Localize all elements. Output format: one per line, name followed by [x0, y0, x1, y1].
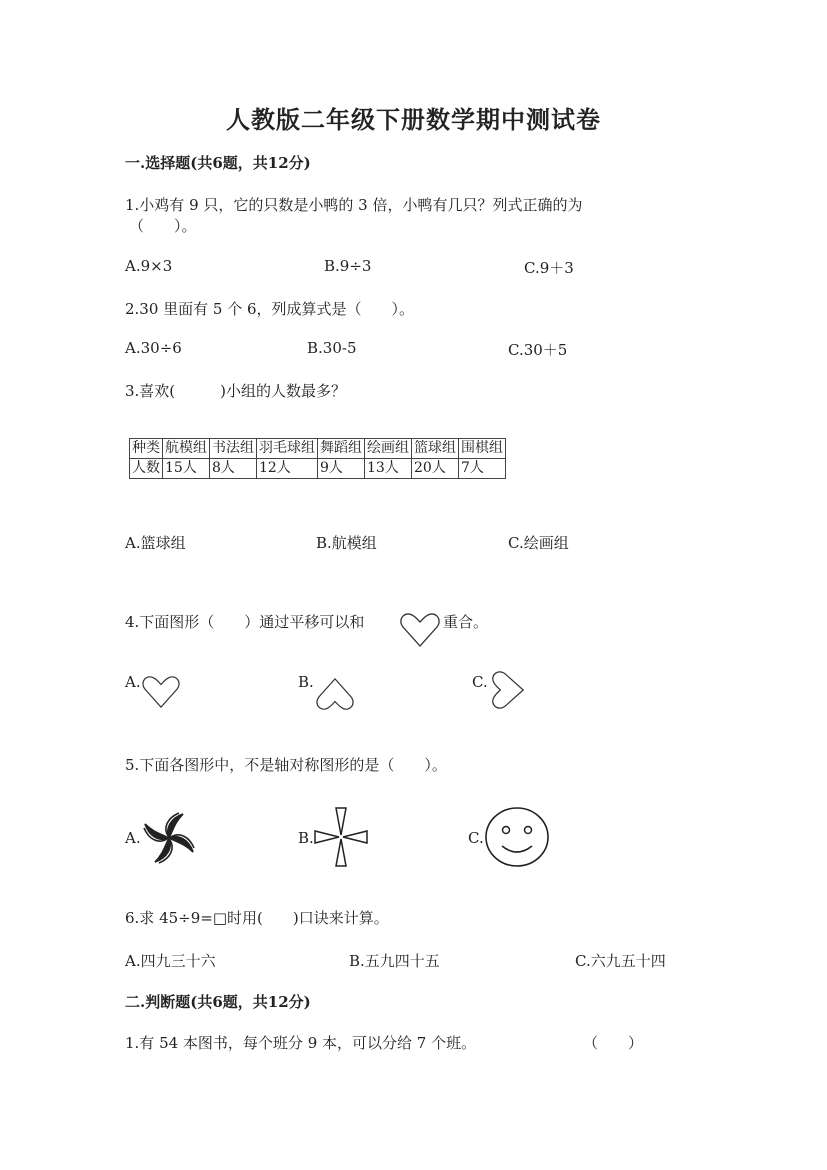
q6-text: 6.求 45÷9=□时用( )口诀来计算。	[125, 909, 389, 927]
q6-option-c: C.六九五十四	[575, 952, 666, 970]
cross-star-icon	[313, 806, 369, 868]
table-cell: 12人	[257, 459, 318, 479]
heart-icon	[400, 612, 440, 648]
q3-option-b: B.航模组	[316, 534, 377, 552]
table-cell: 羽毛球组	[257, 439, 318, 459]
q2-option-c: C.30＋5	[508, 341, 568, 359]
section2-heading: 二.判断题(共6题，共12分)	[125, 993, 311, 1011]
q5-option-c: C.	[468, 829, 484, 847]
table-cell: 人数	[130, 459, 163, 479]
q3-option-a: A.篮球组	[125, 534, 186, 552]
table-cell: 7人	[459, 459, 506, 479]
q1-option-c: C.9＋3	[524, 259, 574, 277]
section1-heading: 一.选择题(共6题，共12分)	[125, 154, 311, 172]
table-cell: 舞蹈组	[318, 439, 365, 459]
q1-option-a: A.9×3	[125, 257, 173, 275]
table-cell: 9人	[318, 459, 365, 479]
q5-text: 5.下面各图形中，不是轴对称图形的是（ ）。	[125, 756, 447, 774]
q1-text-line2: （ ）。	[129, 217, 197, 235]
q4-text-before: 4.下面图形（ ）通过平移可以和	[125, 613, 365, 631]
q4-option-c: C.	[472, 673, 488, 691]
smiley-face-icon	[484, 806, 550, 868]
table-cell: 13人	[365, 459, 412, 479]
q5-option-a: A.	[125, 829, 141, 847]
pinwheel-icon	[141, 810, 197, 866]
q1-text-line1: 1.小鸡有 9 只，它的只数是小鸭的 3 倍，小鸭有几只？列式正确的为	[125, 196, 583, 214]
q6-option-a: A.四九三十六	[125, 952, 216, 970]
table-row	[130, 439, 506, 459]
table-cell: 20人	[412, 459, 459, 479]
table-cell: 书法组	[210, 439, 257, 459]
q6-option-b: B.五九四十五	[349, 952, 440, 970]
q2-option-a: A.30÷6	[125, 339, 182, 357]
upside-down-heart-icon	[315, 677, 355, 711]
table-cell: 种类	[130, 439, 163, 459]
table-cell: 围棋组	[459, 439, 506, 459]
q3-option-c: C.绘画组	[508, 534, 569, 552]
table-row	[130, 459, 506, 479]
table-cell: 15人	[163, 459, 210, 479]
table-cell: 绘画组	[365, 439, 412, 459]
q1-option-b: B.9÷3	[324, 257, 372, 275]
q4-option-b: B.	[298, 673, 314, 691]
page-title: 人教版二年级下册数学期中测试卷	[226, 105, 601, 134]
q2-option-b: B.30-5	[307, 339, 357, 357]
table-cell: 8人	[210, 459, 257, 479]
heart-icon	[141, 675, 181, 709]
table-cell: 篮球组	[412, 439, 459, 459]
q4-text-after: 重合。	[443, 613, 489, 631]
judge-q1-answer-paren: （ ）	[583, 1034, 644, 1052]
rotated-heart-icon	[489, 670, 527, 710]
table-cell: 航模组	[163, 439, 210, 459]
q3-text: 3.喜欢( )小组的人数最多？	[125, 382, 347, 400]
q5-option-b: B.	[298, 829, 314, 847]
q2-text: 2.30 里面有 5 个 6，列成算式是（ ）。	[125, 300, 415, 318]
q4-option-a: A.	[125, 673, 141, 691]
q3-table	[129, 438, 506, 479]
judge-q1-text: 1.有 54 本图书，每个班分 9 本，可以分给 7 个班。	[125, 1034, 477, 1052]
